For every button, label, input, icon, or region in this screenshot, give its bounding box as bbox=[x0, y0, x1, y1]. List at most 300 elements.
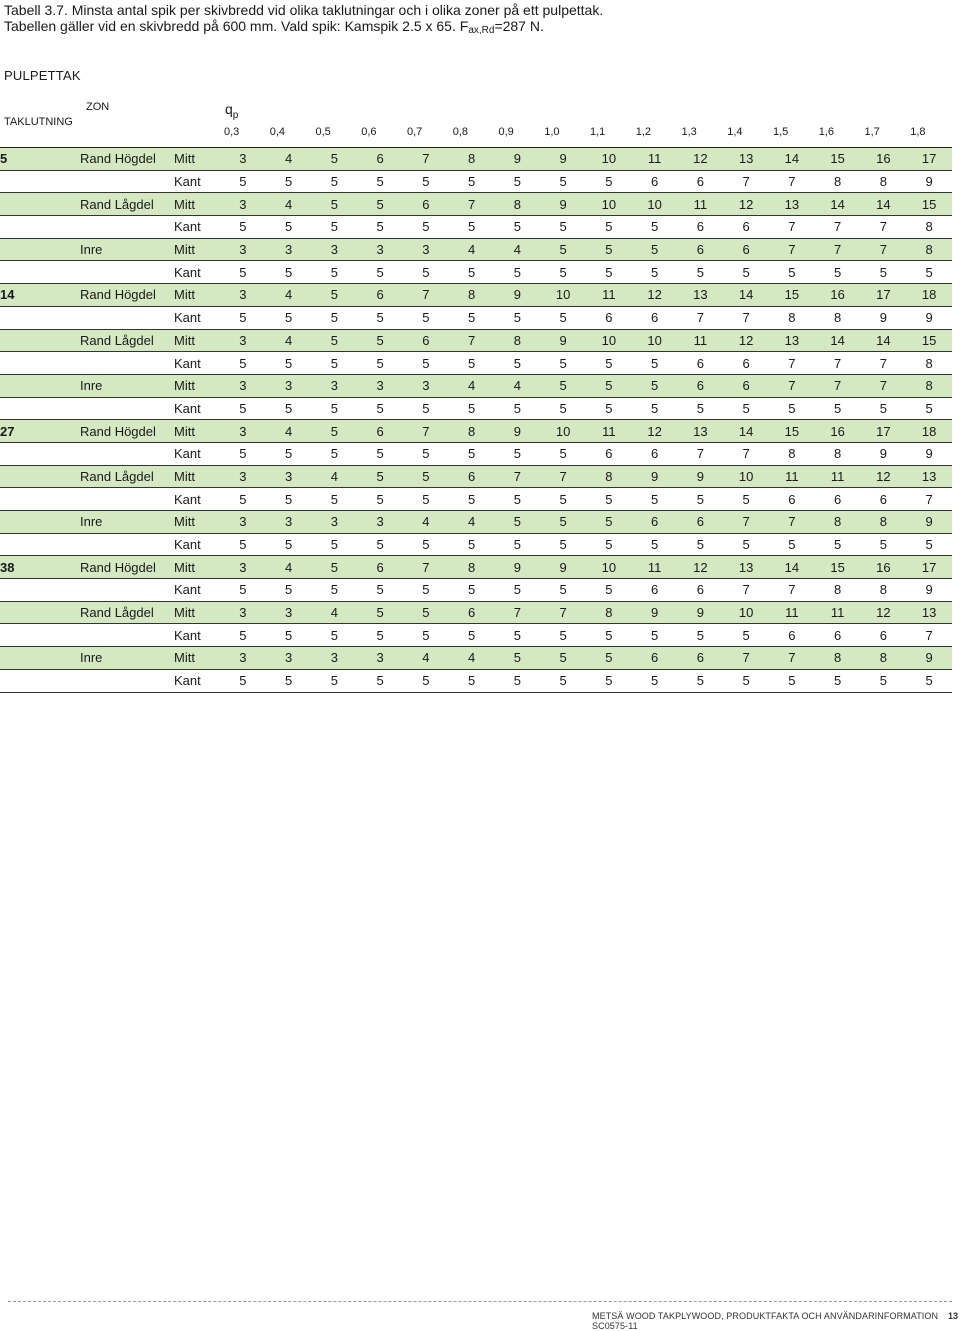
value-cell: 8 bbox=[815, 442, 861, 465]
value-cell: 8 bbox=[815, 170, 861, 193]
value-cell: 5 bbox=[403, 465, 449, 488]
value-cell: 8 bbox=[906, 352, 952, 375]
value-cell: 7 bbox=[723, 511, 769, 534]
value-cell: 5 bbox=[266, 533, 312, 556]
position-cell: Kant bbox=[174, 624, 220, 647]
position-cell: Kant bbox=[174, 261, 220, 284]
footer-divider bbox=[8, 1301, 952, 1302]
value-cell: 6 bbox=[769, 624, 815, 647]
value-cell: 5 bbox=[312, 488, 358, 511]
value-cell: 7 bbox=[861, 352, 907, 375]
value-cell: 3 bbox=[312, 374, 358, 397]
value-cell: 5 bbox=[312, 261, 358, 284]
value-cell: 8 bbox=[815, 647, 861, 670]
value-cell: 5 bbox=[723, 624, 769, 647]
value-cell: 6 bbox=[586, 306, 632, 329]
value-cell: 7 bbox=[815, 216, 861, 239]
value-cell: 15 bbox=[769, 420, 815, 443]
value-cell: 5 bbox=[540, 306, 586, 329]
value-cell: 6 bbox=[723, 216, 769, 239]
taklutning-cell bbox=[0, 533, 80, 556]
value-cell: 5 bbox=[357, 193, 403, 216]
value-cell: 13 bbox=[723, 556, 769, 579]
taklutning-cell bbox=[0, 306, 80, 329]
value-cell: 11 bbox=[769, 465, 815, 488]
value-cell: 16 bbox=[815, 420, 861, 443]
value-cell: 3 bbox=[220, 647, 266, 670]
position-cell: Kant bbox=[174, 579, 220, 602]
value-cell: 5 bbox=[449, 170, 495, 193]
qp-value: 0,3 bbox=[224, 126, 240, 138]
value-cell: 8 bbox=[769, 442, 815, 465]
value-cell: 12 bbox=[723, 193, 769, 216]
value-cell: 5 bbox=[632, 669, 678, 692]
value-cell: 8 bbox=[906, 238, 952, 261]
value-cell: 7 bbox=[495, 601, 541, 624]
value-cell: 10 bbox=[586, 193, 632, 216]
value-cell: 5 bbox=[861, 533, 907, 556]
value-cell: 5 bbox=[449, 533, 495, 556]
value-cell: 5 bbox=[632, 352, 678, 375]
value-cell: 9 bbox=[540, 193, 586, 216]
value-cell: 8 bbox=[861, 511, 907, 534]
value-cell: 4 bbox=[449, 238, 495, 261]
zone-cell: Inre bbox=[80, 647, 174, 670]
header-zon: ZON bbox=[86, 101, 110, 113]
value-cell: 8 bbox=[495, 193, 541, 216]
zone-cell: Inre bbox=[80, 374, 174, 397]
value-cell: 5 bbox=[266, 170, 312, 193]
value-cell: 9 bbox=[495, 420, 541, 443]
position-cell: Kant bbox=[174, 533, 220, 556]
value-cell: 5 bbox=[403, 669, 449, 692]
value-cell: 5 bbox=[357, 306, 403, 329]
value-cell: 7 bbox=[861, 216, 907, 239]
qp-value: 0,4 bbox=[269, 126, 286, 138]
value-cell: 6 bbox=[632, 170, 678, 193]
zone-cell: Rand Lågdel bbox=[80, 329, 174, 352]
value-cell: 9 bbox=[540, 329, 586, 352]
value-cell: 5 bbox=[586, 647, 632, 670]
value-cell: 5 bbox=[678, 397, 724, 420]
value-cell: 5 bbox=[449, 624, 495, 647]
value-cell: 5 bbox=[357, 397, 403, 420]
value-cell: 12 bbox=[632, 420, 678, 443]
value-cell: 7 bbox=[723, 306, 769, 329]
value-cell: 5 bbox=[403, 352, 449, 375]
value-cell: 5 bbox=[312, 216, 358, 239]
table-row bbox=[0, 261, 952, 284]
table-row bbox=[0, 511, 952, 534]
value-cell: 5 bbox=[540, 647, 586, 670]
table-row bbox=[0, 216, 952, 239]
value-cell: 7 bbox=[861, 238, 907, 261]
value-cell: 7 bbox=[449, 329, 495, 352]
value-cell: 10 bbox=[586, 329, 632, 352]
taklutning-cell bbox=[0, 261, 80, 284]
caption-line-1: Tabell 3.7. Minsta antal spik per skivbredd vid olika taklutningar och i olika zoner på ett pulpettak. bbox=[4, 2, 604, 18]
value-cell: 10 bbox=[723, 465, 769, 488]
value-cell: 5 bbox=[357, 533, 403, 556]
value-cell: 12 bbox=[861, 465, 907, 488]
table-row bbox=[0, 284, 952, 307]
value-cell: 5 bbox=[861, 669, 907, 692]
value-cell: 5 bbox=[906, 261, 952, 284]
value-cell: 5 bbox=[495, 170, 541, 193]
value-cell: 7 bbox=[906, 624, 952, 647]
header-qp: $q_p$ bbox=[225, 101, 239, 121]
value-cell: 9 bbox=[906, 647, 952, 670]
value-cell: 5 bbox=[266, 261, 312, 284]
value-cell: 9 bbox=[540, 556, 586, 579]
value-cell: 6 bbox=[678, 647, 724, 670]
table-row bbox=[0, 306, 952, 329]
value-cell: 3 bbox=[357, 374, 403, 397]
value-cell: 5 bbox=[266, 397, 312, 420]
value-cell: 5 bbox=[495, 669, 541, 692]
value-cell: 17 bbox=[861, 420, 907, 443]
value-cell: 5 bbox=[495, 306, 541, 329]
value-cell: 16 bbox=[861, 556, 907, 579]
value-cell: 5 bbox=[357, 579, 403, 602]
value-cell: 9 bbox=[906, 442, 952, 465]
value-cell: 7 bbox=[678, 442, 724, 465]
taklutning-cell bbox=[0, 465, 80, 488]
value-cell: 7 bbox=[723, 579, 769, 602]
value-cell: 3 bbox=[266, 601, 312, 624]
position-cell: Mitt bbox=[174, 329, 220, 352]
value-cell: 5 bbox=[632, 488, 678, 511]
value-cell: 5 bbox=[220, 306, 266, 329]
value-cell: 5 bbox=[632, 533, 678, 556]
taklutning-cell bbox=[0, 579, 80, 602]
value-cell: 7 bbox=[815, 352, 861, 375]
value-cell: 10 bbox=[632, 329, 678, 352]
value-cell: 16 bbox=[861, 148, 907, 170]
value-cell: 3 bbox=[220, 374, 266, 397]
zone-cell: Rand Lågdel bbox=[80, 465, 174, 488]
value-cell: 6 bbox=[357, 148, 403, 170]
zone-cell bbox=[80, 170, 174, 193]
value-cell: 14 bbox=[723, 284, 769, 307]
zone-cell bbox=[80, 352, 174, 375]
value-cell: 11 bbox=[586, 420, 632, 443]
value-cell: 3 bbox=[266, 374, 312, 397]
value-cell: 5 bbox=[540, 374, 586, 397]
value-cell: 5 bbox=[632, 624, 678, 647]
table-row bbox=[0, 442, 952, 465]
value-cell: 7 bbox=[678, 306, 724, 329]
value-cell: 7 bbox=[861, 374, 907, 397]
value-cell: 6 bbox=[586, 442, 632, 465]
table-row bbox=[0, 374, 952, 397]
value-cell: 4 bbox=[495, 238, 541, 261]
value-cell: 13 bbox=[769, 193, 815, 216]
table-row bbox=[0, 329, 952, 352]
value-cell: 6 bbox=[357, 420, 403, 443]
value-cell: 5 bbox=[357, 669, 403, 692]
zone-cell bbox=[80, 442, 174, 465]
value-cell: 8 bbox=[906, 374, 952, 397]
value-cell: 5 bbox=[266, 579, 312, 602]
value-cell: 7 bbox=[403, 556, 449, 579]
value-cell: 5 bbox=[495, 647, 541, 670]
position-cell: Mitt bbox=[174, 420, 220, 443]
value-cell: 3 bbox=[220, 465, 266, 488]
value-cell: 5 bbox=[449, 352, 495, 375]
value-cell: 6 bbox=[815, 488, 861, 511]
value-cell: 17 bbox=[861, 284, 907, 307]
value-cell: 5 bbox=[586, 511, 632, 534]
value-cell: 7 bbox=[769, 352, 815, 375]
value-cell: 5 bbox=[403, 624, 449, 647]
value-cell: 5 bbox=[357, 352, 403, 375]
value-cell: 7 bbox=[769, 511, 815, 534]
position-cell: Mitt bbox=[174, 284, 220, 307]
value-cell: 5 bbox=[266, 624, 312, 647]
value-cell: 8 bbox=[449, 556, 495, 579]
value-cell: 5 bbox=[357, 170, 403, 193]
value-cell: 13 bbox=[906, 601, 952, 624]
taklutning-cell bbox=[0, 329, 80, 352]
zone-cell bbox=[80, 261, 174, 284]
value-cell: 15 bbox=[815, 556, 861, 579]
value-cell: 5 bbox=[632, 261, 678, 284]
value-cell: 5 bbox=[723, 488, 769, 511]
value-cell: 17 bbox=[906, 148, 952, 170]
value-cell: 9 bbox=[632, 601, 678, 624]
taklutning-cell bbox=[0, 352, 80, 375]
position-cell: Mitt bbox=[174, 465, 220, 488]
value-cell: 5 bbox=[449, 306, 495, 329]
zone-cell bbox=[80, 624, 174, 647]
value-cell: 5 bbox=[312, 442, 358, 465]
value-cell: 14 bbox=[861, 193, 907, 216]
value-cell: 5 bbox=[540, 397, 586, 420]
qp-value: 0,5 bbox=[315, 126, 331, 138]
value-cell: 5 bbox=[449, 669, 495, 692]
taklutning-cell: 14 bbox=[0, 284, 80, 307]
value-cell: 14 bbox=[723, 420, 769, 443]
value-cell: 11 bbox=[815, 601, 861, 624]
value-cell: 17 bbox=[906, 556, 952, 579]
value-cell: 3 bbox=[266, 238, 312, 261]
value-cell: 9 bbox=[495, 148, 541, 170]
value-cell: 7 bbox=[769, 647, 815, 670]
value-cell: 5 bbox=[266, 306, 312, 329]
table-row bbox=[0, 647, 952, 670]
value-cell: 7 bbox=[449, 193, 495, 216]
value-cell: 6 bbox=[449, 601, 495, 624]
value-cell: 8 bbox=[906, 216, 952, 239]
value-cell: 8 bbox=[586, 601, 632, 624]
zone-cell: Rand Lågdel bbox=[80, 601, 174, 624]
qp-value: 0,6 bbox=[361, 126, 377, 138]
zone-cell bbox=[80, 488, 174, 511]
value-cell: 9 bbox=[678, 601, 724, 624]
value-cell: 6 bbox=[723, 238, 769, 261]
value-cell: 5 bbox=[769, 533, 815, 556]
value-cell: 7 bbox=[723, 170, 769, 193]
value-cell: 5 bbox=[495, 261, 541, 284]
value-cell: 8 bbox=[815, 579, 861, 602]
value-cell: 6 bbox=[678, 216, 724, 239]
value-cell: 5 bbox=[586, 669, 632, 692]
value-cell: 7 bbox=[723, 442, 769, 465]
value-cell: 7 bbox=[403, 284, 449, 307]
taklutning-cell bbox=[0, 624, 80, 647]
value-cell: 5 bbox=[220, 170, 266, 193]
qp-value: 1,1 bbox=[590, 126, 606, 138]
value-cell: 5 bbox=[312, 397, 358, 420]
value-cell: 4 bbox=[312, 601, 358, 624]
value-cell: 13 bbox=[906, 465, 952, 488]
value-cell: 5 bbox=[632, 374, 678, 397]
value-cell: 14 bbox=[769, 148, 815, 170]
value-cell: 5 bbox=[312, 533, 358, 556]
position-cell: Mitt bbox=[174, 556, 220, 579]
value-cell: 5 bbox=[540, 624, 586, 647]
value-cell: 5 bbox=[403, 397, 449, 420]
value-cell: 6 bbox=[678, 352, 724, 375]
table-row bbox=[0, 148, 952, 170]
value-cell: 3 bbox=[220, 284, 266, 307]
value-cell: 11 bbox=[632, 148, 678, 170]
zone-cell bbox=[80, 397, 174, 420]
taklutning-cell bbox=[0, 488, 80, 511]
value-cell: 5 bbox=[586, 238, 632, 261]
value-cell: 8 bbox=[861, 170, 907, 193]
value-cell: 4 bbox=[495, 374, 541, 397]
value-cell: 14 bbox=[861, 329, 907, 352]
zone-cell: Inre bbox=[80, 238, 174, 261]
table-row bbox=[0, 238, 952, 261]
taklutning-cell: 5 bbox=[0, 148, 80, 170]
value-cell: 3 bbox=[220, 238, 266, 261]
table-row bbox=[0, 170, 952, 193]
value-cell: 5 bbox=[357, 465, 403, 488]
taklutning-cell bbox=[0, 442, 80, 465]
table-row bbox=[0, 465, 952, 488]
value-cell: 5 bbox=[312, 669, 358, 692]
value-cell: 10 bbox=[540, 420, 586, 443]
value-cell: 5 bbox=[906, 397, 952, 420]
value-cell: 9 bbox=[906, 170, 952, 193]
value-cell: 6 bbox=[403, 193, 449, 216]
table-row bbox=[0, 397, 952, 420]
value-cell: 10 bbox=[586, 148, 632, 170]
value-cell: 6 bbox=[678, 579, 724, 602]
value-cell: 3 bbox=[220, 329, 266, 352]
table-row bbox=[0, 533, 952, 556]
qp-value: 0,9 bbox=[498, 126, 514, 138]
value-cell: 13 bbox=[723, 148, 769, 170]
position-cell: Mitt bbox=[174, 511, 220, 534]
value-cell: 5 bbox=[357, 261, 403, 284]
page-number: 13 bbox=[948, 1311, 959, 1321]
value-cell: 7 bbox=[540, 465, 586, 488]
value-cell: 18 bbox=[906, 420, 952, 443]
value-cell: 5 bbox=[540, 488, 586, 511]
value-cell: 3 bbox=[312, 511, 358, 534]
value-cell: 9 bbox=[861, 306, 907, 329]
value-cell: 5 bbox=[449, 261, 495, 284]
value-cell: 5 bbox=[357, 216, 403, 239]
qp-value: 1,5 bbox=[773, 126, 789, 138]
value-cell: 3 bbox=[266, 465, 312, 488]
taklutning-cell: 38 bbox=[0, 556, 80, 579]
position-cell: Kant bbox=[174, 306, 220, 329]
table-row bbox=[0, 624, 952, 647]
value-cell: 5 bbox=[266, 352, 312, 375]
table-row bbox=[0, 556, 952, 579]
taklutning-cell bbox=[0, 238, 80, 261]
value-cell: 3 bbox=[312, 238, 358, 261]
value-cell: 8 bbox=[815, 306, 861, 329]
value-cell: 11 bbox=[586, 284, 632, 307]
value-cell: 5 bbox=[403, 306, 449, 329]
value-cell: 5 bbox=[403, 261, 449, 284]
zone-cell bbox=[80, 306, 174, 329]
value-cell: 7 bbox=[769, 216, 815, 239]
value-cell: 5 bbox=[586, 397, 632, 420]
value-cell: 5 bbox=[769, 261, 815, 284]
value-cell: 5 bbox=[723, 397, 769, 420]
value-cell: 6 bbox=[449, 465, 495, 488]
value-cell: 11 bbox=[632, 556, 678, 579]
qp-value: 0,7 bbox=[407, 126, 423, 138]
table-row bbox=[0, 601, 952, 624]
value-cell: 3 bbox=[220, 601, 266, 624]
value-cell: 11 bbox=[769, 601, 815, 624]
value-cell: 5 bbox=[495, 624, 541, 647]
value-cell: 3 bbox=[220, 556, 266, 579]
value-cell: 6 bbox=[723, 352, 769, 375]
value-cell: 8 bbox=[815, 511, 861, 534]
value-cell: 3 bbox=[266, 647, 312, 670]
value-cell: 5 bbox=[769, 397, 815, 420]
value-cell: 5 bbox=[495, 488, 541, 511]
value-cell: 13 bbox=[769, 329, 815, 352]
value-cell: 5 bbox=[312, 556, 358, 579]
value-cell: 15 bbox=[906, 193, 952, 216]
value-cell: 7 bbox=[815, 374, 861, 397]
taklutning-cell: 27 bbox=[0, 420, 80, 443]
value-cell: 4 bbox=[449, 647, 495, 670]
value-cell: 5 bbox=[495, 397, 541, 420]
value-cell: 16 bbox=[815, 284, 861, 307]
value-cell: 8 bbox=[861, 647, 907, 670]
value-cell: 7 bbox=[769, 374, 815, 397]
value-cell: 7 bbox=[906, 488, 952, 511]
value-cell: 6 bbox=[632, 306, 678, 329]
value-cell: 6 bbox=[723, 374, 769, 397]
position-cell: Mitt bbox=[174, 238, 220, 261]
value-cell: 5 bbox=[540, 261, 586, 284]
value-cell: 5 bbox=[266, 669, 312, 692]
value-cell: 5 bbox=[678, 488, 724, 511]
value-cell: 5 bbox=[312, 306, 358, 329]
value-cell: 6 bbox=[357, 556, 403, 579]
position-cell: Kant bbox=[174, 397, 220, 420]
value-cell: 14 bbox=[769, 556, 815, 579]
value-cell: 7 bbox=[769, 170, 815, 193]
taklutning-cell bbox=[0, 669, 80, 692]
value-cell: 5 bbox=[861, 397, 907, 420]
value-cell: 5 bbox=[815, 533, 861, 556]
qp-value: 1,6 bbox=[818, 126, 835, 138]
value-cell: 14 bbox=[815, 329, 861, 352]
